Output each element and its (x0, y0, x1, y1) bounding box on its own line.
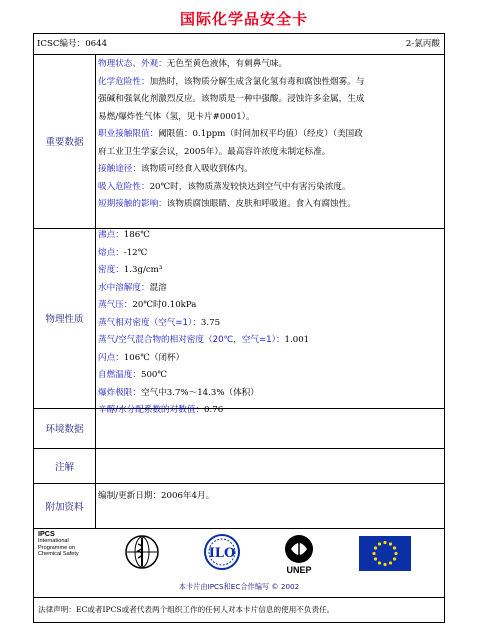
physical-line: 密度：1.3g/cm³ (98, 265, 163, 275)
credit-line: 本卡片由IPCS和EC合作编写 © 2002 (178, 582, 300, 591)
hazard-line: 强碱和强氧化剂激烈反应。该物质是一种中强酸。浸蚀许多金属，生成 (98, 94, 365, 104)
physical-line: 蒸气/空气混合物的相对密度（20℃，空气=1）：1.001 (98, 335, 310, 345)
physical-line: 辛醇/水分配系数的对数值：0.76 (98, 405, 224, 415)
hazard-line: 府工业卫生学家会议，2005年）。最高容许浓度未制定标准。 (98, 146, 331, 157)
eu-star-icon (393, 546, 396, 549)
who-logo-icon (124, 534, 160, 570)
eu-star-icon (378, 561, 381, 564)
label-environment: 环境数据 (45, 424, 84, 435)
svg-text:ILO: ILO (208, 546, 236, 561)
safety-card-table (33, 33, 445, 623)
eu-star-icon (383, 563, 386, 566)
icsc-number: ICSC编号：0644 (37, 39, 108, 49)
eu-star-icon (374, 546, 377, 549)
hazard-line: 物理状态、外观：无色至黄色液体，有刺鼻气味。 (98, 59, 288, 69)
physical-line: 闪点：106℃（闭杯） (98, 352, 185, 363)
label-hazard: 重要数据 (45, 137, 84, 148)
eu-star-icon (383, 541, 386, 544)
eu-flag-icon (359, 536, 411, 571)
physical-line: 水中溶解度：混溶 (98, 282, 167, 293)
eu-star-icon (374, 557, 377, 560)
hazard-line: 吸入危险性：20℃时，该物质蒸发较快达到空气中有害污染浓度。 (98, 181, 351, 192)
physical-line: 熔点：-12℃ (98, 247, 148, 258)
label-notes: 注解 (54, 462, 74, 473)
eu-star-icon (389, 542, 392, 545)
eu-star-icon (372, 552, 375, 555)
eu-star-icon (394, 552, 397, 555)
eu-star-icon (393, 557, 396, 560)
hazard-line: 化学危险性：加热时，该物质分解生成含氯化氢有毒和腐蚀性烟雾。与 (98, 76, 365, 87)
hazard-line: 短期接触的影响：该物质腐蚀眼睛、皮肤和呼吸道。食入有腐蚀性。 (98, 199, 356, 209)
card-title: 国际化学品安全卡 (179, 10, 308, 28)
ipcs-logo: IPCS International Programme on Chemical Safety (38, 529, 79, 558)
physical-line: 蒸气压：20℃时0.10kPa (98, 300, 197, 310)
unep-logo-icon (281, 533, 317, 565)
physical-line: 沸点：186℃ (98, 230, 150, 240)
hazard-line: 易燃/爆炸性气体（氢，见卡片#0001）。 (98, 111, 255, 122)
label-additional: 附加资料 (45, 502, 84, 513)
label-physical: 物理性质 (45, 314, 84, 325)
legal-notice: 法律声明：EC或者IPCS或者代表两个组织工作的任何人对本卡片信息的使用不负责任。 (38, 605, 335, 614)
physical-line: 自燃温度：500℃ (98, 370, 168, 380)
physical-line: 蒸气相对密度（空气=1）：3.75 (98, 317, 221, 328)
update-date: 编制/更新日期：2006年4月。 (98, 491, 215, 501)
chemical-name: 2-氯丙酸 (405, 39, 440, 49)
unep-label: UNEP (286, 565, 312, 575)
physical-line: 爆炸极限：空气中3.7%～14.3%（体积） (98, 387, 259, 398)
hazard-line: 接触途径：该物质可经食入吸收到体内。 (98, 164, 253, 174)
hazard-line: 职业接触限值：阈限值：0.1ppm（时间加权平均值）（经皮）（美国政 (98, 129, 363, 139)
eu-star-icon (378, 542, 381, 545)
ilo-logo-icon (202, 533, 242, 571)
eu-star-icon (389, 561, 392, 564)
